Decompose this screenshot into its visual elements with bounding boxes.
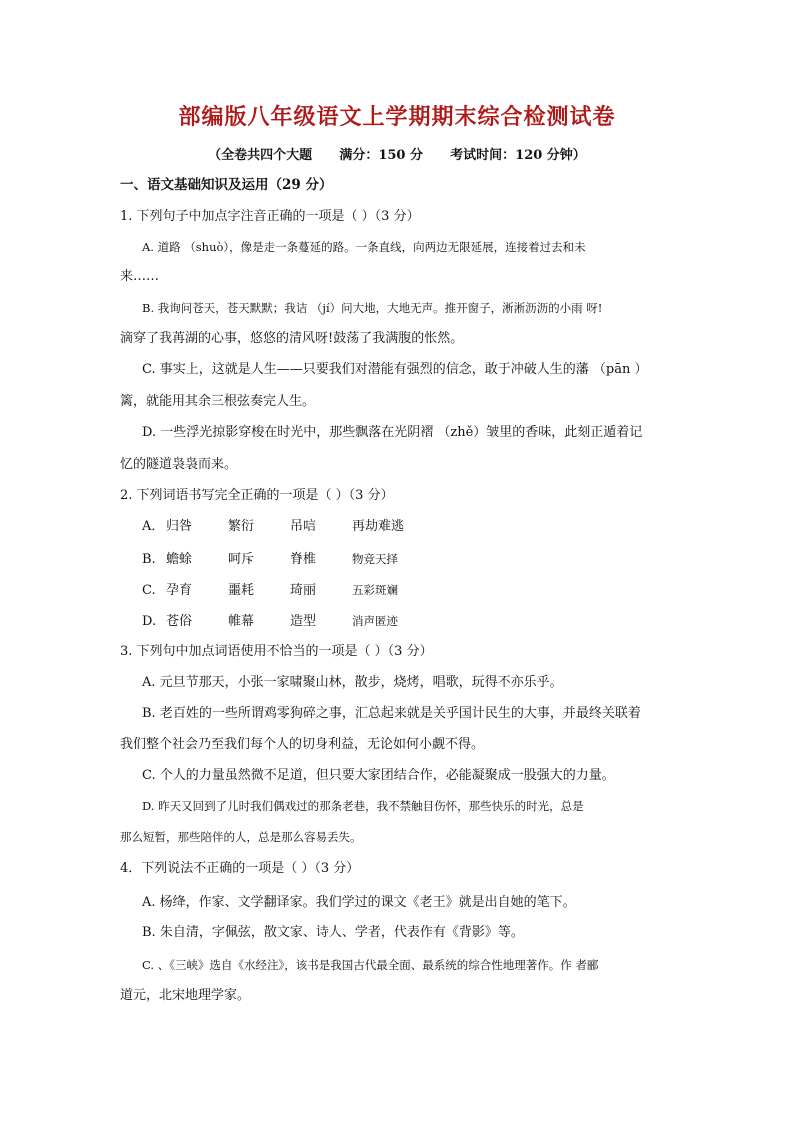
option-label: D. (142, 614, 157, 629)
q1-option-a: A. 道路 （shuò），像是走一条蔓延的路。一条直线，向两边无限延展，连接着过去和未 (142, 240, 586, 254)
q3-option-d-cont: 那么短暂，那些陪伴的人，总是那么容易丢失。 (120, 830, 362, 844)
word: 帷幕 (228, 614, 255, 629)
exam-subtitle: （全卷共四个大题 满分：150 分 考试时间：120 分钟） (208, 148, 586, 163)
exam-title: 部编版八年级语文上学期期末综合检测试卷 (178, 105, 616, 130)
q4-option-b: B. 朱自清，字佩弦，散文家、诗人、学者，代表作有《背影》等。 (142, 925, 524, 940)
word: 再劫难逃 (352, 519, 405, 534)
word: 消声匿迹 (352, 614, 398, 628)
q3-option-a: A. 元旦节那天，小张一家啸聚山林，散步，烧烤，唱歌，玩得不亦乐乎。 (142, 675, 563, 690)
q1-option-b-cont: 滴穿了我苒湖的心事，悠悠的清风呀!鼓荡了我满腹的怅然。 (120, 331, 464, 346)
question-3-stem: 3. 下列句中加点词语使用不恰当的一项是（ ）（3 分） (120, 644, 433, 659)
word: 造型 (290, 614, 317, 629)
q2-option-d (142, 612, 414, 631)
word: 吊唁 (290, 519, 317, 534)
option-label: A． (142, 519, 165, 534)
question-2-stem: 2. 下列词语书写完全正确的一项是（ ）（3 分） (120, 488, 394, 503)
q1-option-c-cont: 篱，就能用其余三根弦奏完人生。 (120, 394, 316, 409)
q1-option-c: C. 事实上，这就是人生——只要我们对潜能有强烈的信念，敢于冲破人生的藩 （pān ） (142, 362, 648, 377)
q3-option-c: C. 个人的力量虽然微不足道，但只要大家团结合作，必能凝聚成一股强大的力量。 (142, 768, 615, 783)
section-heading: 一、语文基础知识及运用（29 分） (120, 177, 333, 193)
q3-option-b: B. 老百姓的一些所谓鸡零狗碎之事，汇总起来就是关乎国计民生的大事，并最终关联着 (142, 706, 641, 721)
word: 五彩斑斓 (352, 583, 398, 597)
option-label: B. (142, 552, 156, 567)
q3-option-b-cont: 我们整个社会乃至我们每个人的切身利益，无论如何小觑不得。 (120, 737, 485, 752)
word: 脊椎 (290, 552, 317, 567)
q1-option-a-cont: 来…… (120, 269, 160, 284)
q2-option-b (142, 550, 414, 569)
word: 琦丽 (290, 583, 317, 598)
q3-option-d: D. 昨天又回到了儿时我们偶戏过的那条老巷，我不禁触目伤怀，那些快乐的时光，总是 (142, 799, 584, 813)
word: 苍俗 (166, 614, 193, 629)
word: 噩耗 (228, 583, 255, 598)
q1-option-b: B. 我询问苍天，苍天默默；我诘 （jí）问大地，大地无声。推开窗子，淅淅沥沥的小雨 呀! (142, 301, 603, 315)
q1-option-d-cont: 忆的隧道袅袅而来。 (120, 457, 238, 472)
q4-option-a: A. 杨绛，作家、文学翻译家。我们学过的课文《老王》就是出自她的笔下。 (142, 895, 576, 910)
q1-option-d: D. 一些浮光掠影穿梭在时光中，那些飘落在光阴褶 （zhě）皱里的香味，此刻正遁着记 (142, 425, 643, 440)
option-label: C. (142, 583, 156, 598)
question-1-stem: 1. 下列句子中加点字注音正确的一项是（ ）（3 分） (120, 209, 420, 224)
q2-option-a (142, 518, 414, 536)
word: 蟾蜍 (166, 552, 193, 567)
question-4-stem: 4．下列说法不正确的一项是（ ）（3 分） (120, 861, 360, 876)
word: 繁衍 (228, 519, 255, 534)
word: 归咎 (166, 519, 193, 534)
word: 呵斥 (228, 552, 255, 567)
word: 孕育 (166, 583, 193, 598)
q4-option-c: C. 、《三峡》选自《水经注》，该书是我国古代最全面、最系统的综合性地理著作。作 者郦 (142, 958, 599, 972)
q2-option-c (142, 581, 414, 600)
q4-option-c-cont: 道元，北宋地理学家。 (120, 988, 251, 1003)
word: 物竞天择 (352, 552, 398, 566)
